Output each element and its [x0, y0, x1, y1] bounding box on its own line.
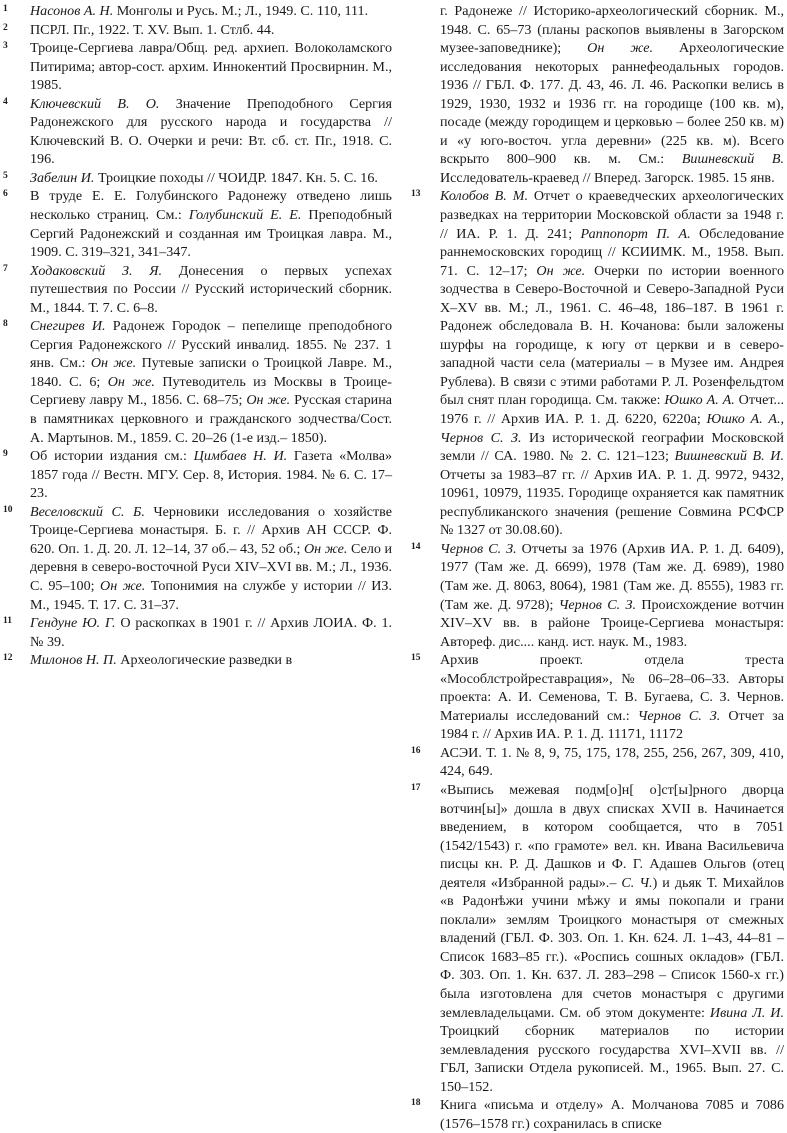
footnote-3	[0, 39, 392, 95]
author-name: Гендуне Ю. Г.	[30, 615, 116, 632]
footnote-text: Отчет... 1976 г. // Архив ИА. Р. 1. Д. 6220, 6220а;	[440, 392, 784, 428]
footnote-9	[0, 447, 392, 503]
footnote-8	[0, 317, 392, 447]
footnote-number: 11	[3, 616, 12, 627]
author-name: Он же.	[100, 577, 146, 594]
footnote-6	[0, 187, 392, 261]
author-name: Вишневский В. И.	[674, 448, 784, 465]
author-name: Юшко А. А., Чернов С. З.	[440, 411, 785, 446]
author-name: Цимбаев Н. И.	[193, 448, 288, 465]
footnote-number: 8	[3, 319, 8, 330]
footnote-number: 7	[3, 263, 8, 274]
footnote-number: 10	[3, 504, 13, 515]
author-name: Чернов С. З.	[637, 707, 721, 724]
footnote-7	[0, 262, 392, 318]
footnote-17	[410, 781, 784, 1096]
footnote-5	[0, 169, 392, 188]
author-name: Колобов В. М.	[440, 188, 528, 205]
footnote-number: 4	[3, 96, 8, 107]
footnote-12	[0, 651, 392, 670]
author-name: Снегирев И.	[30, 318, 106, 335]
author-name: Он же.	[90, 355, 137, 372]
author-name: Он же.	[246, 392, 291, 409]
footnote-text: Исследователь-краевед // Вперед. Загорск. 1985. 15 янв.	[440, 169, 775, 186]
author-name: Ивина Л. И.	[709, 1004, 784, 1021]
author-name: Вишневский В.	[681, 151, 784, 168]
footnote-2	[0, 21, 392, 40]
footnote-text: Троицкий сборник материалов по истории землевладения русского государства XVI–XVII вв. // ГБЛ, Записки Отдела рукописей. М., 1965. Вып. 27. С. 150–152.	[440, 1023, 784, 1095]
footnote-text: Путевые записки о Троицкой Лавре. М., 1840. С. 6;	[30, 355, 392, 390]
author-name: Голубинский Е. Е.	[188, 207, 302, 224]
footnote-number: 16	[411, 745, 421, 756]
footnote-text: Археологические разведки в	[116, 652, 293, 669]
author-name: Он же.	[536, 262, 586, 279]
footnote-text: Отчет за 1984 г. // Архив ИА. Р. 1. Д. 11171, 11172	[440, 707, 784, 743]
footnote-text: Об истории издания см.:	[30, 448, 194, 465]
footnote-text: Обследование раннемосковских городищ // КСИИМК. М., 1958. Вып. 71. С. 12–17;	[440, 225, 785, 279]
footnote-18	[410, 1096, 784, 1133]
footnote-text: В труде Е. Е. Голубинского Радонежу отведено лишь несколько страниц. См.:	[30, 188, 392, 224]
footnote-11	[0, 614, 392, 651]
footnote-number: 6	[3, 189, 8, 200]
footnote-text: Археологические исследования некоторых раннефеодальных городов. 1936 // ГБЛ. Ф. 177. Д. 43, 46. Л. 46. Раскопки велись в 1929, 1930, 1932 и 1936 гг. на городище (100 кв. м), посаде (между городищем и церковью – более 250 кв. м) и «у юго-восточ. угла деревни» (225 кв. м). Всего вскрыто 800–900 кв. м. См.:	[440, 40, 784, 168]
footnote-text: ) и дьяк Т. Михайлов «в Радонѣжи учини мѣжу и ямы покопали и грани поклали» землям Троицкого монастыря от смежных владений (ГБЛ. Ф. 303. Оп. 1. Кн. 624. Л. 1–43, 44–81 – Список 1683–85 гг.). «Роспись сошных окладов» (ГБЛ. Ф. 303. Оп. 1. Кн. 637. Л. 283–298 – Список 1560-х гг.) была изготовлена для счетов монастыря с другими землевладельцами. См. об этом документе:	[440, 874, 784, 1021]
author-name: Милонов Н. П.	[30, 652, 117, 669]
footnote-text: «Выпись межевая подм[о]н[ о]ст[ы]рного дворца вотчин[ы]» дошла в двух списках XVII в. Начинается введением, в котором сообщается, что в 7051 (1542/1543) г. «по грамоте» вел. кн. Ивана Васильевича писцы кн. Р. Д. Дашков и Ф. Г. Адашев Ольгов (отец деятеля «Избранной рады».–	[440, 781, 784, 891]
author-name: С. Ч.	[621, 874, 653, 891]
author-name: Чернов С. З.	[558, 596, 636, 613]
footnote-10	[0, 503, 392, 614]
footnote-text: Отчеты за 1976 (Архив ИА. Р. 1. Д. 6409), 1977 (Там же. Д. 6699), 1978 (Там же. Д. 6989), 1980 (Там же. Д. 8063, 8064), 1981 (Там же. Д. 8555), 1983 гг. (Там же. Д. 9728);	[440, 540, 784, 613]
footnote-text: Отчет о краеведческих археологических разведках на территории Московской области за 1948 г. // ИА. Р. 1. Д. 241;	[440, 188, 784, 242]
footnote-text: Происхождение вотчин XIV–XV вв. в районе Троице-Сергиева монастыря: Автореф. дис.... канд. ист. наук. М., 1983.	[440, 596, 784, 650]
author-name: Раппопорт П. А.	[580, 225, 691, 242]
footnote-text: Троице-Сергиева лавра/Общ. ред. архиеп. Волоколамского Питирима; автор-сост. архим. Иннокентий Просвирнин. М., 1985.	[30, 40, 392, 94]
footnote-text: Донесения о первых успехах путешествия по России // Русский исторический сборник. М., 1844. Т. 7. С. 6–8.	[30, 262, 392, 316]
footnote-number: 5	[3, 170, 8, 181]
footnote-text: Очерки по истории военного зодчества в Северо-Восточной и Северо-Западной Руси X–XV вв. М.; Л., 1961. С. 46–48, 186–187. В 1961 г. Радонеж обследовала В. Н. Кочанова: были заложены шурфы на городище, к югу от церкви и в северо-западной части села (материалы – в Музее им. Андрея Рублева). В связи с этими работами Р. Л. Розенфельдтом был снят план городища. См. также:	[440, 262, 784, 409]
author-name: Забелин И.	[30, 169, 95, 186]
author-name: Насонов А. Н.	[30, 3, 114, 19]
author-name: Ходаковский З. Я.	[30, 262, 163, 279]
footnote-number: 9	[3, 449, 8, 460]
footnote-number: 3	[3, 41, 8, 52]
footnote-text: Преподобный Сергий Радонежский и созданная им Троицкая лавра. М., 1909. С. 319–321, 341–347.	[30, 207, 392, 261]
right-footnote-column	[410, 2, 784, 1133]
footnote-continuation	[410, 2, 784, 187]
footnote-text: Книга «письма и отделу» А. Молчанова 7085 и 7086 (1576–1578 гг.) сохранилась в списке	[440, 1097, 784, 1132]
author-name: Веселовский С. Б.	[30, 503, 145, 520]
footnote-text: Значение Преподобного Сергия Радонежского для русского народа и государства // Ключевский В. О. Очерки и речи: Вт. сб. ст. Пг., 1918. С. 196.	[30, 95, 392, 168]
footnote-number: 17	[411, 782, 421, 793]
footnote-number: 18	[411, 1098, 421, 1109]
footnote-text: г. Радонеже // Историко-археологический сборник. М., 1948. С. 65–73 (планы раскопов выявлены в Загорском музее-заповеднике);	[440, 3, 784, 57]
author-name: Он же.	[107, 373, 155, 390]
footnote-text: Газета «Молва» 1857 года // Вестн. МГУ. Сер. 8, История. 1984. № 6. С. 17–23.	[30, 448, 393, 502]
footnote-text: Путеводитель из Москвы в Троице-Сергиеву лавру М., 1856. С. 68–75;	[30, 373, 392, 409]
footnote-1	[0, 2, 392, 21]
footnote-text: Троицкие походы // ЧОИДР. 1847. Кн. 5. С. 16.	[94, 169, 378, 186]
footnote-number: 1	[3, 4, 8, 14]
author-name: Он же.	[587, 40, 653, 57]
author-name: Юшко А. А.	[664, 392, 735, 409]
footnote-4	[0, 95, 392, 169]
author-name: Ключевский В. О.	[30, 95, 160, 112]
footnote-text: Русская старина в памятниках церковного и гражданского зодчества/Сост. А. Мартынов. М., 1859. С. 20–26 (1-е изд.– 1850).	[30, 392, 392, 446]
footnote-text: О раскопках в 1901 г. // Архив ЛОИА. Ф. 1. № 39.	[30, 615, 393, 650]
footnote-14	[410, 540, 784, 651]
footnote-number: 13	[411, 189, 421, 200]
footnote-text: Радонеж Городок – пепелище преподобного Сергия Радонежского // Русский инвалид. 1855. № 237. 1 янв. См.:	[30, 318, 393, 372]
left-footnote-column	[0, 2, 392, 670]
footnote-number: 15	[411, 653, 421, 664]
footnote-text: Село и деревня в северо-восточной Руси XIV–XVI вв. М.; Л., 1936. С. 95–100;	[30, 540, 392, 594]
footnote-15	[410, 651, 784, 744]
footnote-text: Архив проект. отдела треста «Мособлстройреставрация», № 06–28–06–33. Авторы проекта: А. И. Семенова, Т. В. Бугаева, С. З. Чернов. Материалы исследований см.:	[440, 652, 784, 724]
footnote-text: Отчеты за 1983–87 гг. // Архив ИА. Р. 1. Д. 9972, 9432, 10961, 10979, 11935. Городище охраняется как памятник республиканского значения (решение Совмина РСФСР № 1327 от 30.08.60).	[440, 466, 784, 539]
footnote-text: АСЭИ. Т. 1. № 8, 9, 75, 175, 178, 255, 256, 267, 309, 410, 424, 649.	[440, 744, 784, 780]
footnote-number: 12	[3, 653, 13, 664]
footnote-13	[410, 187, 784, 539]
footnote-text: Черновики исследования о хозяйстве Троице-Сергиева монастыря. Б. г. // Архив АН СССР. Ф. 620. Оп. 1. Д. 20. Л. 12–14, 37 об.– 43, 52 об.;	[30, 503, 392, 557]
footnote-text: ПСРЛ. Пг., 1922. Т. XV. Вып. 1. Стлб. 44.	[30, 21, 275, 38]
author-name: Чернов С. З.	[440, 540, 517, 557]
footnote-text: Топонимия на службе у истории // ИЗ. М., 1945. Т. 17. С. 31–37.	[30, 577, 392, 613]
footnote-16	[410, 744, 784, 781]
author-name: Он же.	[304, 540, 348, 557]
footnote-number: 2	[3, 22, 8, 33]
footnote-text: Монголы и Русь. М.; Л., 1949. С. 110, 111.	[113, 3, 369, 19]
footnote-number: 14	[411, 541, 421, 552]
footnote-text: Из исторической географии Московской земли // СА. 1980. № 2. С. 121–123;	[440, 429, 784, 465]
